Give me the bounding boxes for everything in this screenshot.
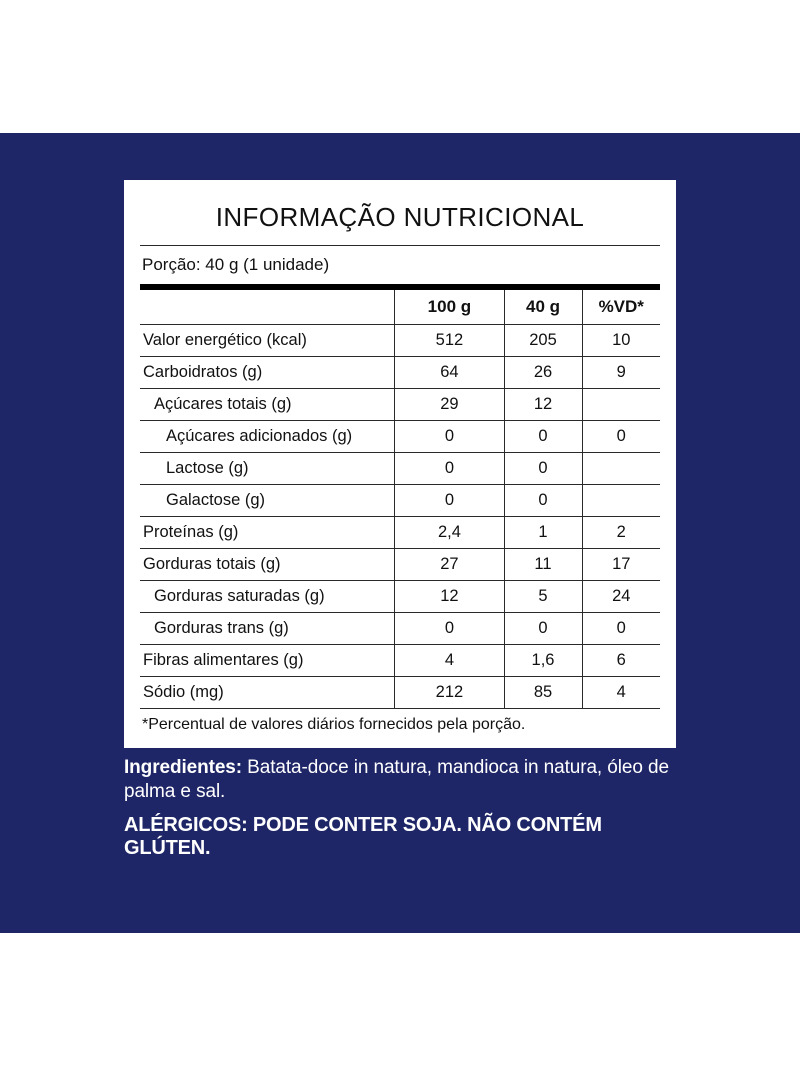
table-row xyxy=(140,485,660,517)
row-per-100g: 512 xyxy=(395,325,504,357)
row-per-portion: 0 xyxy=(504,613,582,645)
row-per-portion: 0 xyxy=(504,421,582,453)
portion-text: Porção: 40 g (1 unidade) xyxy=(142,255,330,274)
row-name: Galactose (g) xyxy=(140,485,395,517)
row-per-portion: 205 xyxy=(504,325,582,357)
row-vd: 17 xyxy=(582,549,660,581)
row-vd: 4 xyxy=(582,677,660,709)
row-vd: 0 xyxy=(582,421,660,453)
row-vd xyxy=(582,389,660,421)
row-name: Sódio (mg) xyxy=(140,677,395,709)
nutrition-title: INFORMAÇÃO NUTRICIONAL xyxy=(215,202,585,232)
ingredients-line xyxy=(124,756,676,805)
row-per-portion: 0 xyxy=(504,453,582,485)
row-vd: 10 xyxy=(582,325,660,357)
row-per-100g: 29 xyxy=(395,389,504,421)
table-row xyxy=(140,549,660,581)
row-vd: 2 xyxy=(582,517,660,549)
row-per-100g: 12 xyxy=(395,581,504,613)
row-per-100g: 0 xyxy=(395,421,504,453)
ingredients-text: Batata-doce in natura, mandioca in natura, óleo de palma e sal. xyxy=(124,757,669,803)
row-per-100g: 4 xyxy=(395,645,504,677)
row-per-portion: 1,6 xyxy=(504,645,582,677)
table-row xyxy=(140,325,660,357)
row-vd: 0 xyxy=(582,613,660,645)
row-per-portion: 5 xyxy=(504,581,582,613)
table-row xyxy=(140,453,660,485)
ingredients-block xyxy=(124,756,676,860)
header-nutrient xyxy=(140,290,395,325)
row-per-100g: 212 xyxy=(395,677,504,709)
row-per-portion: 11 xyxy=(504,549,582,581)
row-vd: 24 xyxy=(582,581,660,613)
table-row xyxy=(140,421,660,453)
row-per-portion: 26 xyxy=(504,357,582,389)
table-row xyxy=(140,581,660,613)
row-per-100g: 27 xyxy=(395,549,504,581)
header-per-portion: 40 g xyxy=(504,290,582,325)
row-name: Carboidratos (g) xyxy=(140,357,395,389)
row-name: Gorduras totais (g) xyxy=(140,549,395,581)
row-vd: 6 xyxy=(582,645,660,677)
nutrition-table xyxy=(140,290,660,709)
row-vd xyxy=(582,485,660,517)
row-per-100g: 64 xyxy=(395,357,504,389)
row-name: Valor energético (kcal) xyxy=(140,325,395,357)
row-vd: 9 xyxy=(582,357,660,389)
table-row xyxy=(140,357,660,389)
row-name: Fibras alimentares (g) xyxy=(140,645,395,677)
nutrition-facts-inner xyxy=(124,180,676,748)
row-name: Gorduras saturadas (g) xyxy=(140,581,395,613)
table-row xyxy=(140,677,660,709)
table-header-row xyxy=(140,290,660,325)
nutrition-facts-card xyxy=(124,180,676,748)
header-vd: %VD* xyxy=(582,290,660,325)
header-per-100g: 100 g xyxy=(395,290,504,325)
ingredients-label: Ingredientes: xyxy=(124,757,242,778)
row-per-portion: 0 xyxy=(504,485,582,517)
row-name: Lactose (g) xyxy=(140,453,395,485)
row-per-portion: 85 xyxy=(504,677,582,709)
vd-footnote: *Percentual de valores diários fornecidos pela porção. xyxy=(142,716,526,733)
table-row xyxy=(140,613,660,645)
table-row xyxy=(140,645,660,677)
table-row xyxy=(140,517,660,549)
allergens-text: ALÉRGICOS: PODE CONTER SOJA. NÃO CONTÉM GLÚTEN. xyxy=(124,813,602,859)
row-name: Açúcares adicionados (g) xyxy=(140,421,395,453)
table-row xyxy=(140,389,660,421)
row-per-100g: 0 xyxy=(395,485,504,517)
row-name: Açúcares totais (g) xyxy=(140,389,395,421)
row-vd xyxy=(582,453,660,485)
row-per-100g: 0 xyxy=(395,613,504,645)
row-per-portion: 12 xyxy=(504,389,582,421)
row-name: Proteínas (g) xyxy=(140,517,395,549)
row-name: Gorduras trans (g) xyxy=(140,613,395,645)
row-per-portion: 1 xyxy=(504,517,582,549)
row-per-100g: 2,4 xyxy=(395,517,504,549)
row-per-100g: 0 xyxy=(395,453,504,485)
